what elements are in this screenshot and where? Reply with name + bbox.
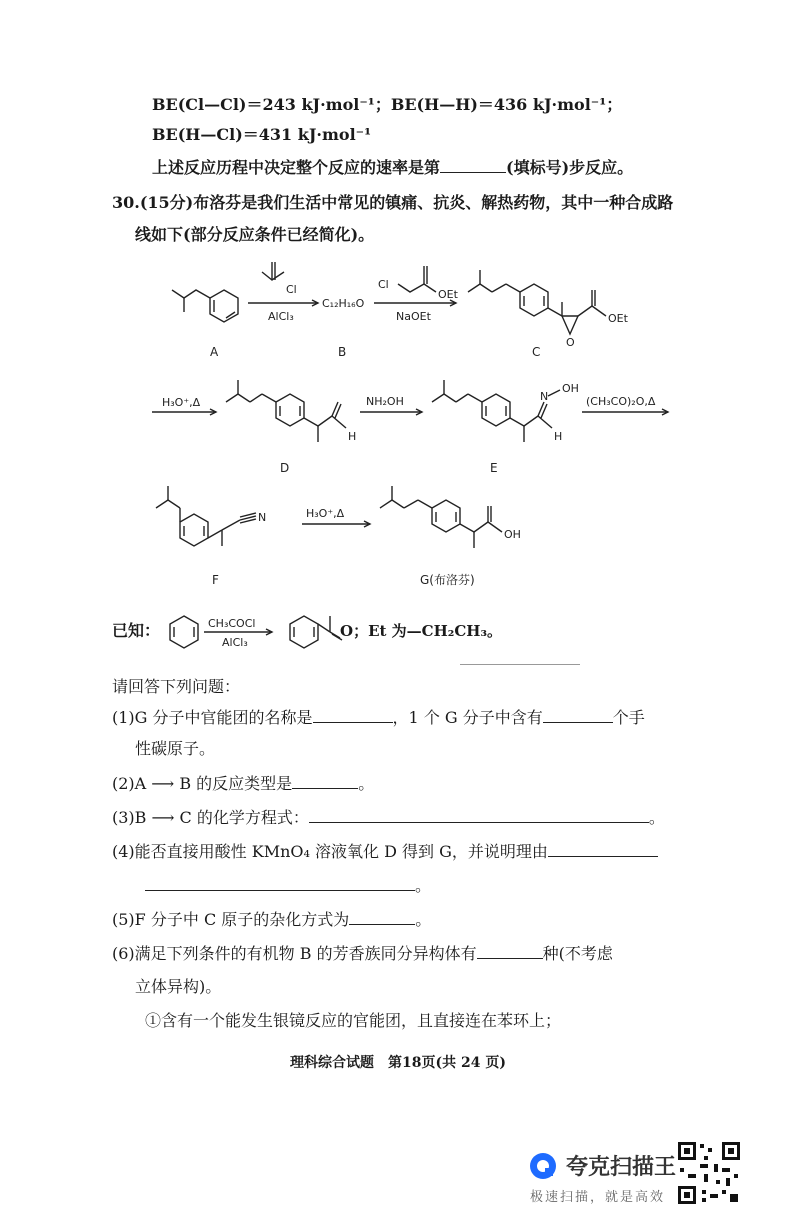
label-f: F (212, 573, 219, 587)
reagent-ab-cl: Cl (286, 283, 297, 296)
q1-mid: ，1 个 G 分子中含有 (392, 708, 543, 727)
answer-prompt: 请回答下列问题： (112, 677, 241, 696)
question-1-line-2: 性碳原子。 (135, 739, 216, 758)
q5-text: (5)F 分子中 C 原子的杂化方式为 (112, 910, 350, 929)
question-2 (112, 772, 374, 795)
q3-post: 。 (648, 808, 665, 827)
arrow-c-to-d (152, 409, 216, 415)
compound-a-structure (172, 290, 238, 322)
q5-post: 。 (415, 910, 432, 929)
label-g: G(布洛芬) (420, 573, 475, 587)
arrow-d-to-e (360, 409, 422, 415)
q4-blank-2 (145, 874, 415, 891)
q4-post: 。 (415, 876, 432, 895)
question-3 (112, 806, 665, 829)
q1-text: (1)G 分子中官能团的名称是 (112, 708, 313, 727)
rate-question-text: 上述反应历程中决定整个反应的速率是第 (152, 158, 441, 177)
compound-g-structure (380, 486, 502, 548)
reagent-cd: H₃O⁺,Δ (162, 396, 201, 409)
arrow-f-to-g (302, 521, 370, 527)
reagent-ef: (CH₃CO)₂O,Δ (586, 395, 656, 408)
arrow-a-to-b (248, 262, 318, 306)
brand-slogan: 极速扫描，就是高效 (530, 1190, 666, 1205)
label-d: D (280, 461, 290, 475)
question-4-line-2 (145, 874, 431, 897)
label-c: C (532, 345, 541, 359)
question-6-condition-1: ①含有一个能发生银镜反应的官能团，且直接连在苯环上； (145, 1011, 562, 1030)
q4-blank-1 (548, 840, 658, 857)
question-6 (112, 942, 613, 965)
reagent-bc-bottom: NaOEt (396, 310, 431, 323)
known-reagent-bottom: AlCl₃ (222, 636, 248, 649)
q2-text: (2)A ⟶ B 的反应类型是 (112, 774, 293, 793)
question-1 (112, 706, 645, 729)
compound-e-n: N (540, 390, 549, 403)
compound-f-structure (156, 486, 256, 546)
q2-post: 。 (358, 774, 375, 793)
compound-c-epoxide-o: O (566, 336, 575, 349)
divider (460, 664, 580, 665)
q1-blank-functional-group (313, 706, 393, 723)
q5-blank (349, 908, 415, 925)
question-30-line-1: 30.(15分)布洛芬是我们生活中常见的镇痛、抗炎、解热药物，其中一种合成路 (112, 193, 674, 212)
q2-blank (292, 772, 358, 789)
q6-text: (6)满足下列条件的有机物 B 的芳香族同分异构体有 (112, 944, 477, 963)
q6-blank (477, 942, 543, 959)
question-30-line-2: 线如下(部分反应条件已经简化)。 (135, 225, 375, 244)
arrow-e-to-f (582, 409, 668, 415)
page-footer: 理科综合试题 第18页(共 24 页) (290, 1055, 506, 1071)
known-reagent-top: CH₃COCl (208, 617, 256, 630)
known-o-atom: O (340, 622, 354, 640)
label-b: B (338, 345, 347, 359)
brand-name: 夸克扫描王 (566, 1155, 677, 1180)
reagent-bc-cl: Cl (378, 278, 389, 291)
scanner-brand (528, 1150, 676, 1181)
known-suffix (340, 620, 502, 642)
known-suffix-text: ；Et 为—CH₂CH₃。 (353, 622, 503, 640)
compound-d-h: H (348, 430, 357, 443)
q1-blank-chiral-count (543, 706, 613, 723)
question-6-line-2: 立体异构)。 (135, 977, 222, 996)
compound-b-formula: C₁₂H₁₆O (322, 297, 365, 310)
compound-c-structure (468, 270, 606, 334)
question-5 (112, 908, 431, 931)
qr-code-icon (676, 1140, 742, 1206)
q3-text: (3)B ⟶ C 的化学方程式： (112, 808, 309, 827)
q6-post: 种(不考虑 (542, 944, 613, 963)
reagent-de: NH₂OH (366, 395, 404, 408)
bond-energy-line-1: BE(Cl—Cl)＝243 kJ·mol⁻¹；BE(H—H)＝436 kJ·mol⁻¹； (152, 95, 623, 114)
compound-f-n: N (258, 511, 267, 524)
compound-g-oh: OH (504, 528, 521, 541)
compound-e-h: H (554, 430, 563, 443)
question-4 (112, 840, 658, 863)
q1-post: 个手 (612, 708, 645, 727)
bond-energy-line-2: BE(H—Cl)＝431 kJ·mol⁻¹ (152, 125, 372, 144)
label-a: A (210, 345, 219, 359)
compound-e-oh: OH (562, 382, 579, 395)
reagent-ab-bottom: AlCl₃ (268, 310, 294, 323)
label-e: E (490, 461, 498, 475)
known-prefix: 已知： (112, 621, 161, 640)
q4-text: (4)能否直接用酸性 KMnO₄ 溶液氧化 D 得到 G，并说明理由 (112, 842, 548, 861)
brand-logo-icon (528, 1151, 558, 1181)
reagent-bc-oet: OEt (438, 288, 458, 301)
compound-d-structure (226, 380, 346, 442)
q3-blank (309, 806, 649, 823)
reagent-fg: H₃O⁺,Δ (306, 507, 345, 520)
compound-c-oet: OEt (608, 312, 628, 325)
rate-question-suffix: (填标号)步反应。 (506, 158, 634, 177)
